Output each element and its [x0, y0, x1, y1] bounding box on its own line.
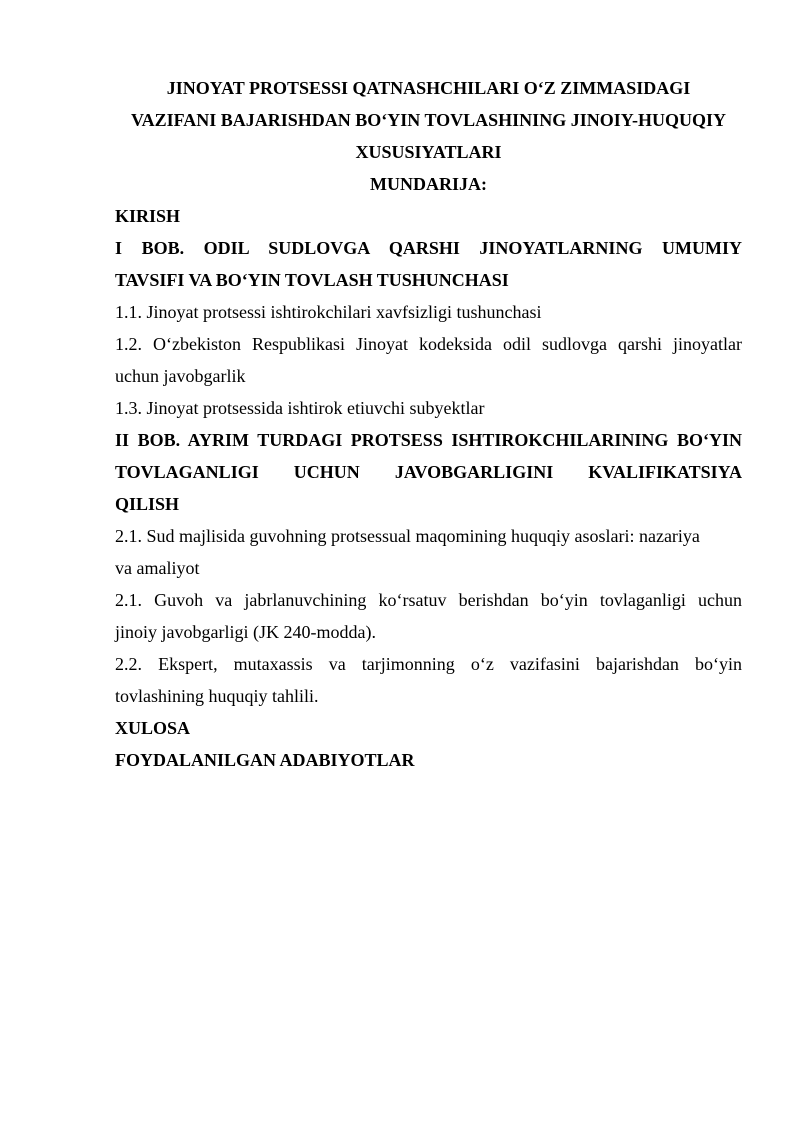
toc-chapter-1 [115, 232, 742, 296]
toc-chapter-2-line: II BOB. AYRIM TURDAGI PROTSESS ISHTIROKCHILARINING BO‘YIN [115, 430, 742, 450]
toc-item-2-2-line: tovlashining huquqiy tahlili. [115, 686, 319, 706]
toc-chapter-1-line: I BOB. ODIL SUDLOVGA QARSHI JINOYATLARNING UMUMIY [115, 238, 742, 258]
document-page [115, 72, 742, 776]
toc-item-1-2 [115, 328, 742, 392]
toc-chapter-2-line: QILISH [115, 494, 180, 514]
toc-item-2-2 [115, 648, 742, 712]
toc-chapter-1-line: TAVSIFI VA BO‘YIN TOVLASH TUSHUNCHASI [115, 270, 509, 290]
contents-heading: MUNDARIJA: [370, 174, 487, 194]
document-title [115, 72, 742, 168]
toc-chapter-2-line: TOVLAGANLIGI UCHUN JAVOBGARLIGINI KVALIFIKATSIYA [115, 462, 742, 482]
toc-conclusion: XULOSA [115, 718, 191, 738]
title-line: JINOYAT PROTSESSI QATNASHCHILARI O‘Z ZIMMASIDAGI [166, 78, 691, 98]
toc-chapter-2 [115, 424, 742, 520]
toc-item-2-1a-line: va amaliyot [115, 558, 200, 578]
toc-references: FOYDALANILGAN ADABIYOTLAR [115, 750, 415, 770]
toc-item-1-2-line: uchun javobgarlik [115, 366, 246, 386]
toc-item-1-2-line: 1.2. O‘zbekiston Respublikasi Jinoyat kodeksida odil sudlovga qarshi jinoyatlar [115, 334, 742, 354]
toc-item-1-1: 1.1. Jinoyat protsessi ishtirokchilari xavfsizligi tushunchasi [115, 302, 542, 322]
toc-item-2-1a [115, 520, 742, 584]
toc-item-2-2-line: 2.2. Ekspert, mutaxassis va tarjimonning o‘z vazifasini bajarishdan bo‘yin [115, 654, 742, 674]
title-line: VAZIFANI BAJARISHDAN BO‘YIN TOVLASHINING JINOIY-HUQUQIY [130, 110, 727, 130]
toc-item-2-1a-line: 2.1. Sud majlisida guvohning protsessual maqomining huquqiy asoslari: nazariya [115, 526, 700, 546]
title-line: XUSUSIYATLARI [355, 142, 502, 162]
toc-item-2-1b [115, 584, 742, 648]
toc-item-1-3: 1.3. Jinoyat protsessida ishtirok etiuvchi subyektlar [115, 398, 485, 418]
toc-item-2-1b-line: jinoiy javobgarligi (JK 240-modda). [115, 622, 376, 642]
toc-item-2-1b-line: 2.1. Guvoh va jabrlanuvchining ko‘rsatuv berishdan bo‘yin tovlaganligi uchun [115, 590, 742, 610]
toc-intro: KIRISH [115, 206, 181, 226]
